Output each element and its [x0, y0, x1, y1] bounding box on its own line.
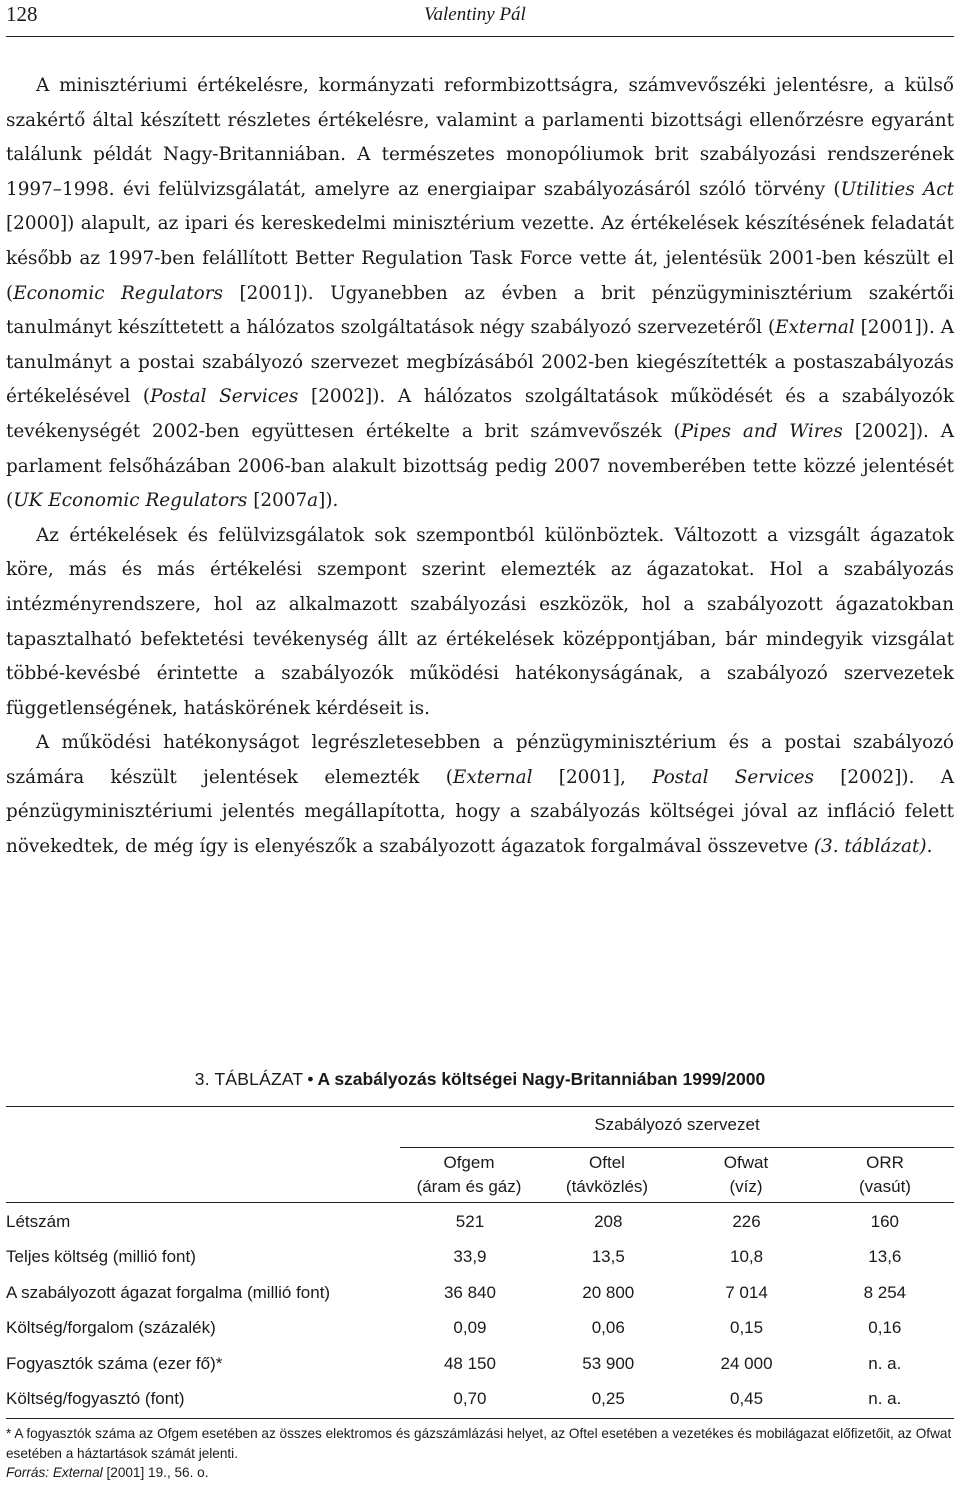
cell-value: 36 840 [443, 1282, 496, 1302]
table-row [6, 1382, 954, 1418]
row-label: Létszám [6, 1211, 71, 1231]
table-caption [0, 1069, 960, 1090]
bullet-separator: • [307, 1069, 314, 1089]
citation-postal-services: Postal Services [150, 386, 299, 408]
citation-uk-economic-regulators: UK Economic Regulators [13, 490, 248, 512]
row-label: A szabályozott ágazat forgalma (millió font) [6, 1282, 331, 1302]
citation-external: External [452, 766, 533, 788]
cell-value: 10,8 [729, 1247, 764, 1267]
paragraph-2: Az értékelések és felülvizsgálatok sok szempontból különböztek. Változott a vizsgált ágazatok köre, más és más értékelési szempont szerint elemezték az ágazatokat. Hol a szabályozás intézményrendszere, hol az alkalmazott szabályozási eszközök, hol a szabályozott ágazatokban tapasztalható befektetési tevékenység állt az értékelések középpontjában, bár mindegyik vizsgálat többé-kevésbé érintette a szabályozók működési hatékonyságának, a szabályozó szervezetek függetlenségének, hatáskörének kérdéseit is. [6, 524, 954, 719]
table-row [6, 1311, 954, 1347]
table-footnote [6, 1424, 954, 1483]
cell-value: 48 150 [443, 1353, 496, 1373]
cell-value: 0,06 [591, 1318, 625, 1338]
cell-value: n. a. [868, 1389, 902, 1409]
source-label: Forrás: External [6, 1465, 103, 1480]
running-head-author: Valentiny Pál [424, 4, 526, 25]
citation-external: External [775, 317, 855, 339]
cell-value: 521 [455, 1211, 485, 1231]
table-row [6, 1240, 954, 1276]
cell-value: 13,6 [868, 1247, 902, 1267]
page-number: 128 [6, 2, 38, 26]
table-title: A szabályozás költségei Nagy-Britanniában 1999/2000 [317, 1069, 766, 1089]
cell-value: 24 000 [720, 1353, 773, 1373]
table-top-rule [6, 1106, 954, 1107]
citation-utilities-act: Utilities Act [840, 178, 954, 200]
column-header-ofwat: Ofwat (víz) [723, 1153, 769, 1196]
citation-economic-regulators: Economic Regulators [13, 282, 223, 304]
cell-value: 53 900 [582, 1353, 635, 1373]
table-row [6, 1346, 954, 1382]
table-reference: (3. táblázat). [813, 836, 933, 858]
table-header-rule [6, 1202, 954, 1203]
table-row [6, 1204, 954, 1240]
column-group-header: Szabályozó szervezet [594, 1115, 760, 1134]
cell-value: 0,15 [729, 1318, 764, 1338]
row-label: Teljes költség (millió font) [6, 1247, 196, 1267]
source-line [6, 1463, 954, 1483]
footnote-text: * A fogyasztók száma az Ofgem esetében az összes elektromos és gázszámlázási helyet, az Oftel esetében a vezetékes és mobilágazat előfizetőit, az Ofwat esetében a háztartások számát jelenti. [6, 1426, 952, 1461]
cell-value: 13,5 [591, 1247, 625, 1267]
body-text [6, 69, 954, 865]
cell-value: 0,25 [591, 1389, 625, 1409]
citation-postal-services: Postal Services [652, 766, 814, 788]
cell-value: n. a. [868, 1353, 902, 1373]
cell-value: 0,70 [453, 1389, 487, 1409]
cell-value: 0,09 [453, 1318, 487, 1338]
page-header [6, 0, 954, 37]
row-label: Fogyasztók száma (ezer fő)* [6, 1353, 223, 1373]
cell-value: 8 254 [863, 1282, 907, 1302]
cell-value: 33,9 [453, 1247, 487, 1267]
cell-value: 20 800 [582, 1282, 635, 1302]
column-header-orr: ORR (vasút) [859, 1153, 911, 1196]
row-label: Költség/forgalom (százalék) [6, 1318, 216, 1338]
table-number: 3. TÁBLÁZAT [194, 1069, 304, 1089]
paragraph-1: A minisztériumi értékelésre, kormányzati reformbizottságra, számvevőszéki jelentésre, a külső szakértő által készített részletes értékelésre, valamint a parlamenti bizottsági ellenőrzésre egyaránt találunk példát Nagy-Britanniában. A természetes monopóliumok brit szabályozási rendszerének 1997–1998. évi felülvizsgálatát, amelyre az energiaipar szabályozásáról szóló törvény (Utilities Act [2000]) alapult, az ipari és kereskedelmi minisztérium vezette. Az értékelések készítésének feladatát később az 1997-ben felállított Better Regulation Task Force vette át, jelentésük 2001-ben készült el (Economic Regulators [2001]). Ugyanebben az évben a brit pénzügyminisztérium szakértői tanulmányt készíttetett a hálózatos szolgáltatások négy szabályozó szervezetéről (External [2001]). A tanulmányt a postai szabályozó szervezet megbízásából 2002-ben kiegészítették a postaszabályozás értékelésével (Postal Services [2002]). A hálózatos szolgáltatások működését és a szabályozók tevékenységét 2002-ben együttesen értékelte a brit számvevőszék (Pipes and Wires [2002]). A parlament felsőházában 2006-ban alakult bizottság pedig 2007 novemberében tette közzé jelentését (UK Economic Regulators [2007a]). [6, 75, 954, 512]
column-header-ofgem: Ofgem (áram és gáz) [416, 1153, 522, 1196]
source-reference: [2001] 19., 56. o. [102, 1465, 209, 1480]
cell-value: 7 014 [725, 1282, 768, 1302]
cell-value: 160 [870, 1211, 900, 1231]
table-row [6, 1275, 954, 1311]
cell-value: 0,45 [729, 1389, 764, 1409]
row-label: Költség/fogyasztó (font) [6, 1389, 185, 1409]
table-bottom-rule [6, 1418, 954, 1419]
column-group-rule [400, 1147, 954, 1148]
cell-value: 208 [594, 1211, 623, 1231]
paragraph-3: A működési hatékonyságot legrészletesebben a pénzügyminisztérium és a postai szabályozó számára készült jelentések elemezték (External [2001], Postal Services [2002]). A pénzügyminisztériumi jelentés megállapította, hogy a szabályozás költségei jóval az infláció felett növekedtek, de még így is elenyészők a szabályozott ágazatok forgalmával összevetve (3. táblázat). [6, 732, 954, 858]
cell-value: 0,16 [868, 1318, 902, 1338]
cell-value: 226 [732, 1211, 761, 1231]
cost-table [6, 1204, 954, 1417]
column-header-oftel: Oftel (távközlés) [565, 1153, 649, 1196]
citation-pipes-and-wires: Pipes and Wires [680, 420, 843, 442]
